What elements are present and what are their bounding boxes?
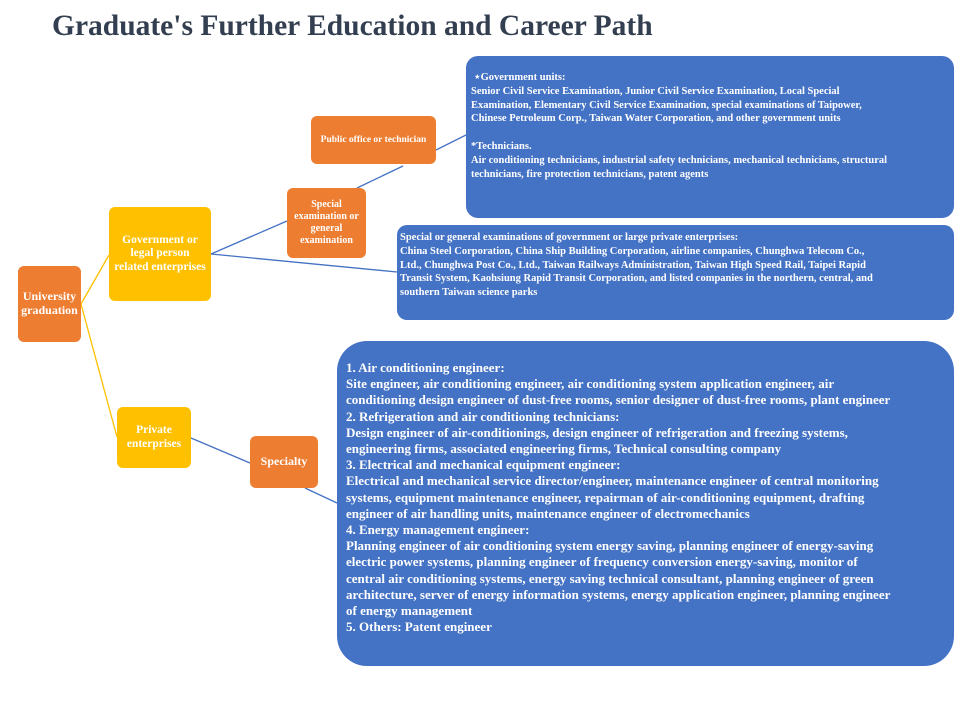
- box-line: Planning engineer of air conditioning system energy saving, planning engineer of energy-saving: [346, 538, 874, 554]
- specialty-details-box: [337, 341, 954, 666]
- node-special-examination: [287, 188, 366, 258]
- connector-special-exam-public-office: [357, 166, 403, 188]
- box-line: central air conditioning systems, energy saving technical consultant, planning engineer of green: [346, 570, 874, 586]
- connector-public-office-government-units: [436, 135, 466, 150]
- box-line: of energy management: [346, 603, 473, 619]
- connector-private-specialty: [191, 438, 250, 463]
- node-label: Government or: [122, 234, 198, 247]
- government-units-box: [466, 56, 954, 218]
- box-line: China Steel Corporation, China Ship Building Corporation, airline companies, Chunghwa Telecom Co.,: [400, 245, 865, 257]
- box-line: technicians, fire protection technicians, patent agents: [471, 168, 709, 180]
- box-line: 3. Electrical and mechanical equipment engineer:: [346, 457, 621, 473]
- node-label: graduation: [21, 303, 78, 317]
- box-line: Examination, Elementary Civil Service Examination, special examinations of Taipower,: [471, 99, 862, 111]
- node-university-graduation: [18, 266, 81, 342]
- box-line: Air conditioning technicians, industrial safety technicians, mechanical technicians, structural: [471, 154, 888, 166]
- node-private-enterprises: [117, 407, 191, 468]
- node-label: Specialty: [260, 454, 308, 469]
- enterprises-box: [397, 225, 954, 320]
- connector-university-government: [81, 255, 109, 304]
- connector-specialty-details: [305, 488, 337, 503]
- node-label: legal person: [130, 247, 190, 260]
- box-line: 5. Others: Patent engineer: [346, 619, 492, 635]
- box-line: *Technicians.: [471, 140, 532, 152]
- box-line: engineering firms, associated engineering firms, Technical consulting company: [346, 441, 782, 457]
- node-label: examination or: [294, 211, 359, 222]
- box-line: Senior Civil Service Examination, Junior Civil Service Examination, Local Special: [471, 85, 840, 97]
- box-line: Special or general examinations of government or large private enterprises:: [400, 232, 739, 243]
- box-line: Chinese Petroleum Corp., Taiwan Water Corporation, and other government units: [471, 113, 841, 125]
- box-line: Ltd., Chunghwa Post Co., Ltd., Taiwan Railways Administration, Taiwan High Speed Rail, Taipei Rapid: [400, 259, 866, 271]
- node-label: examination: [300, 235, 353, 246]
- box-line: 4. Energy management engineer:: [346, 522, 530, 538]
- box-line: southern Taiwan science parks: [400, 287, 538, 299]
- box-line: engineer of air handling units, maintenance engineer of electromechanics: [346, 505, 750, 521]
- connector-university-private: [81, 304, 117, 437]
- node-label: Special: [311, 199, 342, 210]
- page-title: Graduate's Further Education and Career Path: [52, 10, 653, 42]
- node-label: Private: [136, 424, 172, 437]
- box-line: 2. Refrigeration and air conditioning technicians:: [346, 408, 620, 424]
- node-public-office: [311, 116, 436, 164]
- node-label: enterprises: [126, 437, 182, 450]
- node-label: general: [310, 223, 343, 234]
- box-line: Electrical and mechanical service director/engineer, maintenance engineer of central monitoring: [346, 473, 879, 489]
- box-line: systems, equipment maintenance engineer, repairman of air-conditioning equipment, drafting: [346, 489, 865, 505]
- box-line-blank: [471, 126, 954, 140]
- connector-government-special-exam: [211, 221, 287, 254]
- node-label: University: [22, 289, 77, 304]
- box-line: conditioning design engineer of dust-free rooms, senior designer of dust-free rooms, plant engineer: [346, 392, 891, 408]
- node-government-enterprises: [109, 207, 211, 301]
- box-line: 1. Air conditioning engineer:: [346, 360, 505, 375]
- box-line: electric power systems, planning engineer of frequency conversion energy-saving, monitor of: [346, 554, 858, 570]
- box-line: Design engineer of air-conditionings, design engineer of refrigeration and freezing systems,: [346, 424, 848, 440]
- node-label: related enterprises: [114, 260, 206, 273]
- box-line: ⋆Government units:: [474, 72, 566, 83]
- box-line: Transit System, Kaohsiung Rapid Transit Corporation, and listed companies in the northern, central, and: [400, 273, 873, 285]
- box-line: Site engineer, air conditioning engineer, air conditioning system application engineer, air: [346, 376, 835, 392]
- box-line: architecture, server of energy information systems, energy application engineer, planning engineer: [346, 586, 891, 602]
- node-label: Public office or technician: [320, 134, 427, 145]
- node-specialty: [250, 436, 318, 488]
